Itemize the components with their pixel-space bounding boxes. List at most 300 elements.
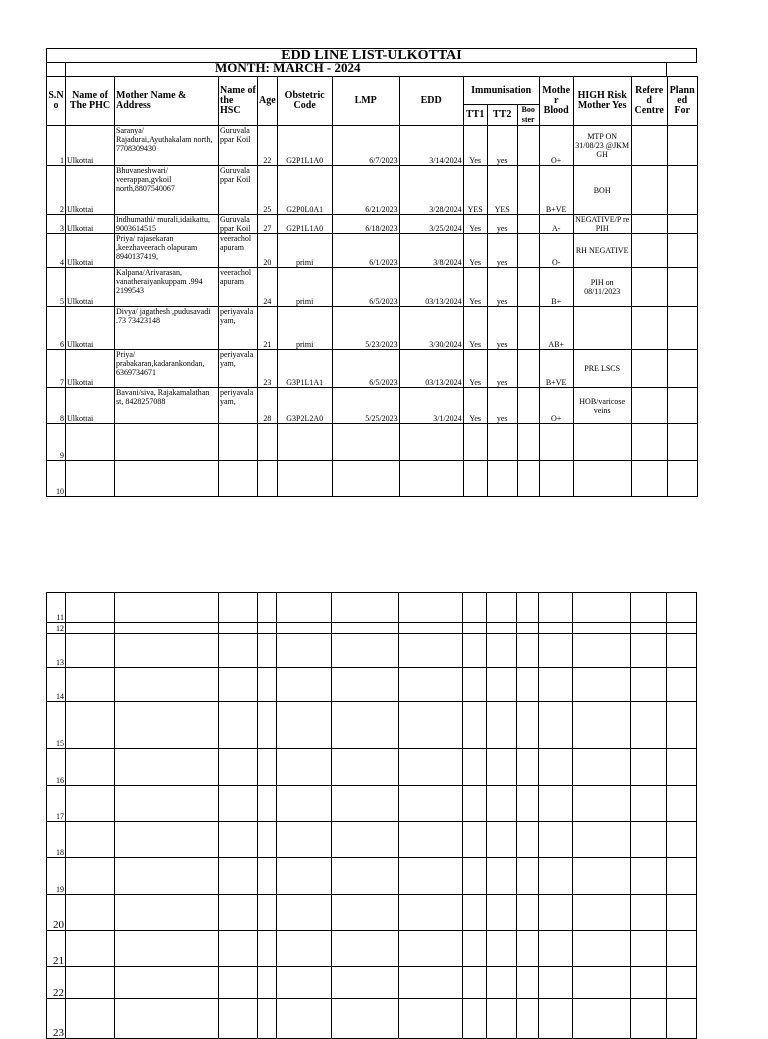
- empty-cell: [539, 634, 573, 668]
- row-plan: [667, 461, 697, 497]
- empty-cell: [667, 623, 697, 634]
- empty-cell: [463, 999, 487, 1039]
- table-row: [47, 967, 697, 999]
- row-age: 25: [258, 166, 278, 215]
- empty-cell: [539, 895, 573, 931]
- row-phc: [66, 461, 115, 497]
- empty-cell: [539, 702, 573, 749]
- empty-cell: [517, 858, 539, 895]
- row-lmp: [332, 424, 399, 461]
- empty-cell: [115, 634, 219, 668]
- empty-cell: [517, 967, 539, 999]
- empty-cell: [487, 858, 517, 895]
- empty-cell: [667, 634, 697, 668]
- row-ref: [631, 126, 667, 166]
- empty-cell: [517, 702, 539, 749]
- row-ref: [631, 461, 667, 497]
- row-mother: [115, 461, 219, 497]
- row-plan: [667, 234, 697, 268]
- row-sno: 6: [47, 307, 66, 350]
- row-edd: 3/28/2024: [399, 166, 463, 215]
- row-lmp: 6/18/2023: [332, 215, 399, 234]
- empty-cell: [277, 593, 332, 623]
- empty-cell: [115, 668, 219, 702]
- empty-cell: [517, 786, 539, 822]
- row-hsc: Guruvala ppar Koil: [219, 215, 258, 234]
- empty-cell: [332, 702, 399, 749]
- row-hsc: Guruvala ppar Koil: [219, 126, 258, 166]
- row-tt2: [487, 424, 517, 461]
- empty-cell: [487, 634, 517, 668]
- header-mother: Mother Name & Address: [115, 77, 219, 126]
- row-sno: 4: [47, 234, 66, 268]
- row-sno: 3: [47, 215, 66, 234]
- row-code: [277, 424, 332, 461]
- empty-cell: [277, 967, 332, 999]
- empty-cell: [66, 623, 115, 634]
- row-plan: [667, 268, 697, 307]
- empty-cell: [573, 999, 631, 1039]
- empty-cell: [487, 786, 517, 822]
- empty-cell: [399, 786, 463, 822]
- empty-cell: [573, 931, 631, 967]
- empty-cell: [463, 623, 487, 634]
- table-row: [47, 388, 698, 424]
- empty-cell: [258, 749, 277, 786]
- row-booster: [517, 424, 539, 461]
- row-hsc: [219, 461, 258, 497]
- empty-cell: [277, 623, 332, 634]
- row-mother: Saranya/ Rajadurai,Ayuthakalam north, 7708309430: [115, 126, 219, 166]
- empty-cell: [219, 999, 258, 1039]
- empty-cell: [463, 668, 487, 702]
- row-booster: [517, 307, 539, 350]
- empty-cell: [517, 623, 539, 634]
- empty-cell: [219, 895, 258, 931]
- row-plan: [667, 350, 697, 388]
- row-plan: [667, 166, 697, 215]
- empty-cell: [667, 786, 697, 822]
- empty-cell: [399, 702, 463, 749]
- empty-cell: [463, 634, 487, 668]
- sheet-title: EDD LINE LIST-ULKOTTAI: [47, 49, 697, 63]
- empty-cell: [277, 668, 332, 702]
- row-ref: [631, 424, 667, 461]
- empty-cell: [667, 822, 697, 858]
- row-lmp: 5/25/2023: [332, 388, 399, 424]
- row-phc: Ulkottai: [66, 166, 115, 215]
- empty-cell: [115, 822, 219, 858]
- empty-cell: [332, 668, 399, 702]
- row-tt2: yes: [487, 215, 517, 234]
- empty-cell: [399, 895, 463, 931]
- empty-cell: [517, 822, 539, 858]
- empty-cell: [573, 822, 631, 858]
- row-code: [277, 461, 332, 497]
- row-sno: 1: [47, 126, 66, 166]
- row-sno: 7: [47, 350, 66, 388]
- row-tt1: Yes: [463, 126, 487, 166]
- row-lmp: [332, 461, 399, 497]
- row-booster: [517, 215, 539, 234]
- row-tt2: yes: [487, 388, 517, 424]
- table-row: [47, 350, 698, 388]
- empty-cell: [66, 702, 115, 749]
- empty-cell: [66, 749, 115, 786]
- row-booster: [517, 461, 539, 497]
- row-tt1: Yes: [463, 307, 487, 350]
- empty-cell: [258, 593, 277, 623]
- table-row: [47, 166, 698, 215]
- table-row: [47, 126, 698, 166]
- empty-cell: [258, 702, 277, 749]
- empty-cell: [573, 668, 631, 702]
- empty-cell: [332, 749, 399, 786]
- empty-cell: [667, 749, 697, 786]
- row-blood: B+VE: [539, 350, 573, 388]
- row-age: 22: [258, 126, 278, 166]
- row-phc: [66, 424, 115, 461]
- table-row: [47, 424, 698, 461]
- row-risk: [573, 461, 631, 497]
- row-risk: BOH: [573, 166, 631, 215]
- empty-cell: [219, 593, 258, 623]
- row-tt2: yes: [487, 268, 517, 307]
- edd-main-table: [46, 76, 698, 497]
- empty-cell: [487, 931, 517, 967]
- header-booster: Boo ster: [517, 105, 539, 126]
- row-plan: [667, 307, 697, 350]
- empty-cell: [219, 822, 258, 858]
- empty-cell: [258, 895, 277, 931]
- empty-cell: [66, 967, 115, 999]
- row-mother: Kalpana/Arivarasan, vanatheraiyankuppam .994 2199543: [115, 268, 219, 307]
- table-row: [47, 593, 697, 623]
- row-blood: [539, 424, 573, 461]
- empty-cell: [399, 822, 463, 858]
- row-code: G2P1L1A0: [277, 215, 332, 234]
- row-mother: [115, 424, 219, 461]
- table-row: [47, 858, 697, 895]
- empty-cell: [66, 593, 115, 623]
- table-row: [47, 634, 697, 668]
- empty-cell: [631, 786, 667, 822]
- empty-cell: [631, 967, 667, 999]
- empty-cell: [258, 786, 277, 822]
- empty-cell: [66, 634, 115, 668]
- row-code: primi: [277, 234, 332, 268]
- row-lmp: 6/1/2023: [332, 234, 399, 268]
- empty-cell: [517, 749, 539, 786]
- row-risk: RH NEGATIVE: [573, 234, 631, 268]
- empty-cell: [399, 999, 463, 1039]
- empty-cell: [115, 702, 219, 749]
- table-row: [47, 786, 697, 822]
- row-sno: 12: [47, 623, 66, 634]
- table-row: [47, 895, 697, 931]
- empty-cell: [631, 858, 667, 895]
- empty-cell: [463, 593, 487, 623]
- table-row: [47, 234, 698, 268]
- row-hsc: veerachol apuram: [219, 234, 258, 268]
- empty-cell: [219, 634, 258, 668]
- row-age: 24: [258, 268, 278, 307]
- table-row: [47, 307, 698, 350]
- empty-cell: [487, 749, 517, 786]
- empty-cell: [277, 634, 332, 668]
- row-ref: [631, 307, 667, 350]
- empty-cell: [258, 623, 277, 634]
- row-code: primi: [277, 307, 332, 350]
- row-ref: [631, 350, 667, 388]
- empty-cell: [219, 931, 258, 967]
- empty-cell: [258, 668, 277, 702]
- empty-cell: [539, 967, 573, 999]
- empty-cell: [539, 623, 573, 634]
- empty-cell: [277, 749, 332, 786]
- table-row: [47, 668, 697, 702]
- row-hsc: periyavala yam,: [219, 388, 258, 424]
- row-phc: Ulkottai: [66, 307, 115, 350]
- empty-cell: [573, 634, 631, 668]
- empty-cell: [399, 623, 463, 634]
- empty-cell: [667, 999, 697, 1039]
- empty-cell: [631, 623, 667, 634]
- row-sno: 21: [47, 931, 66, 967]
- empty-cell: [115, 786, 219, 822]
- empty-cell: [517, 634, 539, 668]
- row-edd: 3/8/2024: [399, 234, 463, 268]
- row-mother: Indhumathi/ murali,idaikattu, 9003614515: [115, 215, 219, 234]
- row-sno: 15: [47, 702, 66, 749]
- row-code: primi: [277, 268, 332, 307]
- row-plan: [667, 388, 697, 424]
- header-tt2: TT2: [487, 105, 517, 126]
- table-row: [47, 461, 698, 497]
- row-plan: [667, 424, 697, 461]
- empty-cell: [631, 822, 667, 858]
- header-obstetric: Obstetric Code: [277, 77, 332, 126]
- empty-cell: [332, 895, 399, 931]
- empty-cell: [487, 999, 517, 1039]
- row-sno: 17: [47, 786, 66, 822]
- empty-cell: [487, 822, 517, 858]
- row-sno: 19: [47, 858, 66, 895]
- empty-cell: [115, 858, 219, 895]
- row-age: 27: [258, 215, 278, 234]
- empty-cell: [277, 895, 332, 931]
- row-edd: 3/30/2024: [399, 307, 463, 350]
- empty-cell: [631, 702, 667, 749]
- row-tt2: [487, 461, 517, 497]
- empty-cell: [115, 895, 219, 931]
- table-row: [47, 268, 698, 307]
- row-booster: [517, 126, 539, 166]
- header-age: Age: [258, 77, 278, 126]
- empty-cell: [219, 749, 258, 786]
- row-lmp: 6/5/2023: [332, 350, 399, 388]
- table-row: [47, 999, 697, 1039]
- empty-cell: [332, 623, 399, 634]
- header-sno: S.N o: [47, 77, 66, 126]
- table-row: [47, 215, 698, 234]
- empty-cell: [463, 702, 487, 749]
- empty-cell: [667, 668, 697, 702]
- empty-cell: [332, 786, 399, 822]
- row-sno: 5: [47, 268, 66, 307]
- row-blood: [539, 461, 573, 497]
- table-row: [47, 623, 697, 634]
- row-age: [258, 461, 278, 497]
- empty-cell: [667, 702, 697, 749]
- row-sno: 8: [47, 388, 66, 424]
- header-referred: Refere d Centre: [631, 77, 667, 126]
- row-phc: Ulkottai: [66, 350, 115, 388]
- empty-cell: [487, 702, 517, 749]
- empty-cell: [399, 749, 463, 786]
- table-row: [47, 702, 697, 749]
- empty-cell: [667, 895, 697, 931]
- empty-cell: [66, 668, 115, 702]
- row-lmp: 6/7/2023: [332, 126, 399, 166]
- row-sno: 9: [47, 424, 66, 461]
- edd-line-list-table: [46, 48, 697, 77]
- row-risk: PRE LSCS: [573, 350, 631, 388]
- row-blood: AB+: [539, 307, 573, 350]
- header-tt1: TT1: [463, 105, 487, 126]
- empty-cell: [539, 593, 573, 623]
- empty-cell: [277, 822, 332, 858]
- row-age: 21: [258, 307, 278, 350]
- empty-cell: [539, 749, 573, 786]
- row-blood: O-: [539, 234, 573, 268]
- row-risk: [573, 424, 631, 461]
- empty-cell: [115, 593, 219, 623]
- empty-cell: [539, 668, 573, 702]
- row-booster: [517, 268, 539, 307]
- row-age: 28: [258, 388, 278, 424]
- row-code: G2P1L1A0: [277, 126, 332, 166]
- row-tt1: Yes: [463, 215, 487, 234]
- empty-cell: [631, 895, 667, 931]
- row-booster: [517, 234, 539, 268]
- empty-cell: [332, 634, 399, 668]
- empty-cell: [463, 967, 487, 999]
- empty-cell: [332, 931, 399, 967]
- empty-cell: [332, 999, 399, 1039]
- row-sno: 16: [47, 749, 66, 786]
- empty-cell: [487, 623, 517, 634]
- empty-cell: [277, 931, 332, 967]
- row-hsc: periyavala yam,: [219, 307, 258, 350]
- empty-cell: [399, 634, 463, 668]
- empty-cell: [115, 749, 219, 786]
- row-hsc: Guruvala ppar Koil: [219, 166, 258, 215]
- row-ref: [631, 215, 667, 234]
- empty-cell: [487, 593, 517, 623]
- empty-cell: [487, 967, 517, 999]
- empty-cell: [573, 623, 631, 634]
- row-plan: [667, 215, 697, 234]
- row-phc: Ulkottai: [66, 388, 115, 424]
- row-hsc: periyavala yam,: [219, 350, 258, 388]
- empty-cell: [573, 786, 631, 822]
- row-sno: 22: [47, 967, 66, 999]
- row-plan: [667, 126, 697, 166]
- empty-cell: [631, 634, 667, 668]
- row-risk: HOB/varicose veins: [573, 388, 631, 424]
- row-sno: 20: [47, 895, 66, 931]
- row-booster: [517, 388, 539, 424]
- empty-cell: [667, 967, 697, 999]
- row-edd: 03/13/2024: [399, 268, 463, 307]
- empty-cell: [258, 822, 277, 858]
- row-mother: Priya/ rajasekaran ,keezhaveerach olapuram 8940137419,: [115, 234, 219, 268]
- empty-cell: [399, 931, 463, 967]
- header-immunisation: Immunisation: [463, 77, 539, 105]
- row-risk: MTP ON 31/08/23 @JKM GH: [573, 126, 631, 166]
- table-row: [47, 822, 697, 858]
- header-hsc: Name of the HSC: [219, 77, 258, 126]
- empty-cell: [539, 999, 573, 1039]
- row-ref: [631, 166, 667, 215]
- row-mother: Bhuvaneshwari/ veerappan,gvkoil north,8807540067: [115, 166, 219, 215]
- row-sno: 10: [47, 461, 66, 497]
- empty-cell: [66, 858, 115, 895]
- empty-cell: [539, 931, 573, 967]
- edd-continuation-table: [46, 592, 697, 1039]
- empty-cell: [573, 858, 631, 895]
- empty-cell: [667, 593, 697, 623]
- empty-cell: [539, 786, 573, 822]
- row-risk: NEGATIVE/P re PIH: [575, 215, 630, 233]
- row-sno: 2: [47, 166, 66, 215]
- empty-cell: [573, 895, 631, 931]
- row-blood: B+: [539, 268, 573, 307]
- empty-cell: [517, 999, 539, 1039]
- empty-cell: [258, 858, 277, 895]
- empty-cell: [332, 967, 399, 999]
- empty-cell: [573, 967, 631, 999]
- row-risk: PIH on 08/11/2023: [573, 268, 631, 307]
- empty-cell: [219, 786, 258, 822]
- empty-cell: [573, 593, 631, 623]
- empty-cell: [219, 858, 258, 895]
- row-blood: O+: [539, 388, 573, 424]
- empty-cell: [258, 999, 277, 1039]
- row-edd: [399, 461, 463, 497]
- empty-cell: [667, 931, 697, 967]
- empty-cell: [332, 858, 399, 895]
- empty-cell: [517, 895, 539, 931]
- empty-cell: [219, 668, 258, 702]
- header-edd: EDD: [399, 77, 463, 126]
- row-blood: B+VE: [539, 166, 573, 215]
- table-row: [47, 931, 697, 967]
- row-tt1: Yes: [463, 268, 487, 307]
- row-sno: 13: [47, 634, 66, 668]
- header-blood: Mothe r Blood: [539, 77, 573, 126]
- row-sno: 11: [47, 593, 66, 623]
- row-mother: Divya/ jagathesh ,pudusavadi .73 73423148: [115, 307, 219, 350]
- empty-cell: [277, 702, 332, 749]
- row-tt2: yes: [487, 307, 517, 350]
- row-edd: 3/25/2024: [399, 215, 463, 234]
- empty-cell: [332, 593, 399, 623]
- row-phc: Ulkottai: [66, 126, 115, 166]
- row-edd: 03/13/2024: [399, 350, 463, 388]
- empty-cell: [399, 668, 463, 702]
